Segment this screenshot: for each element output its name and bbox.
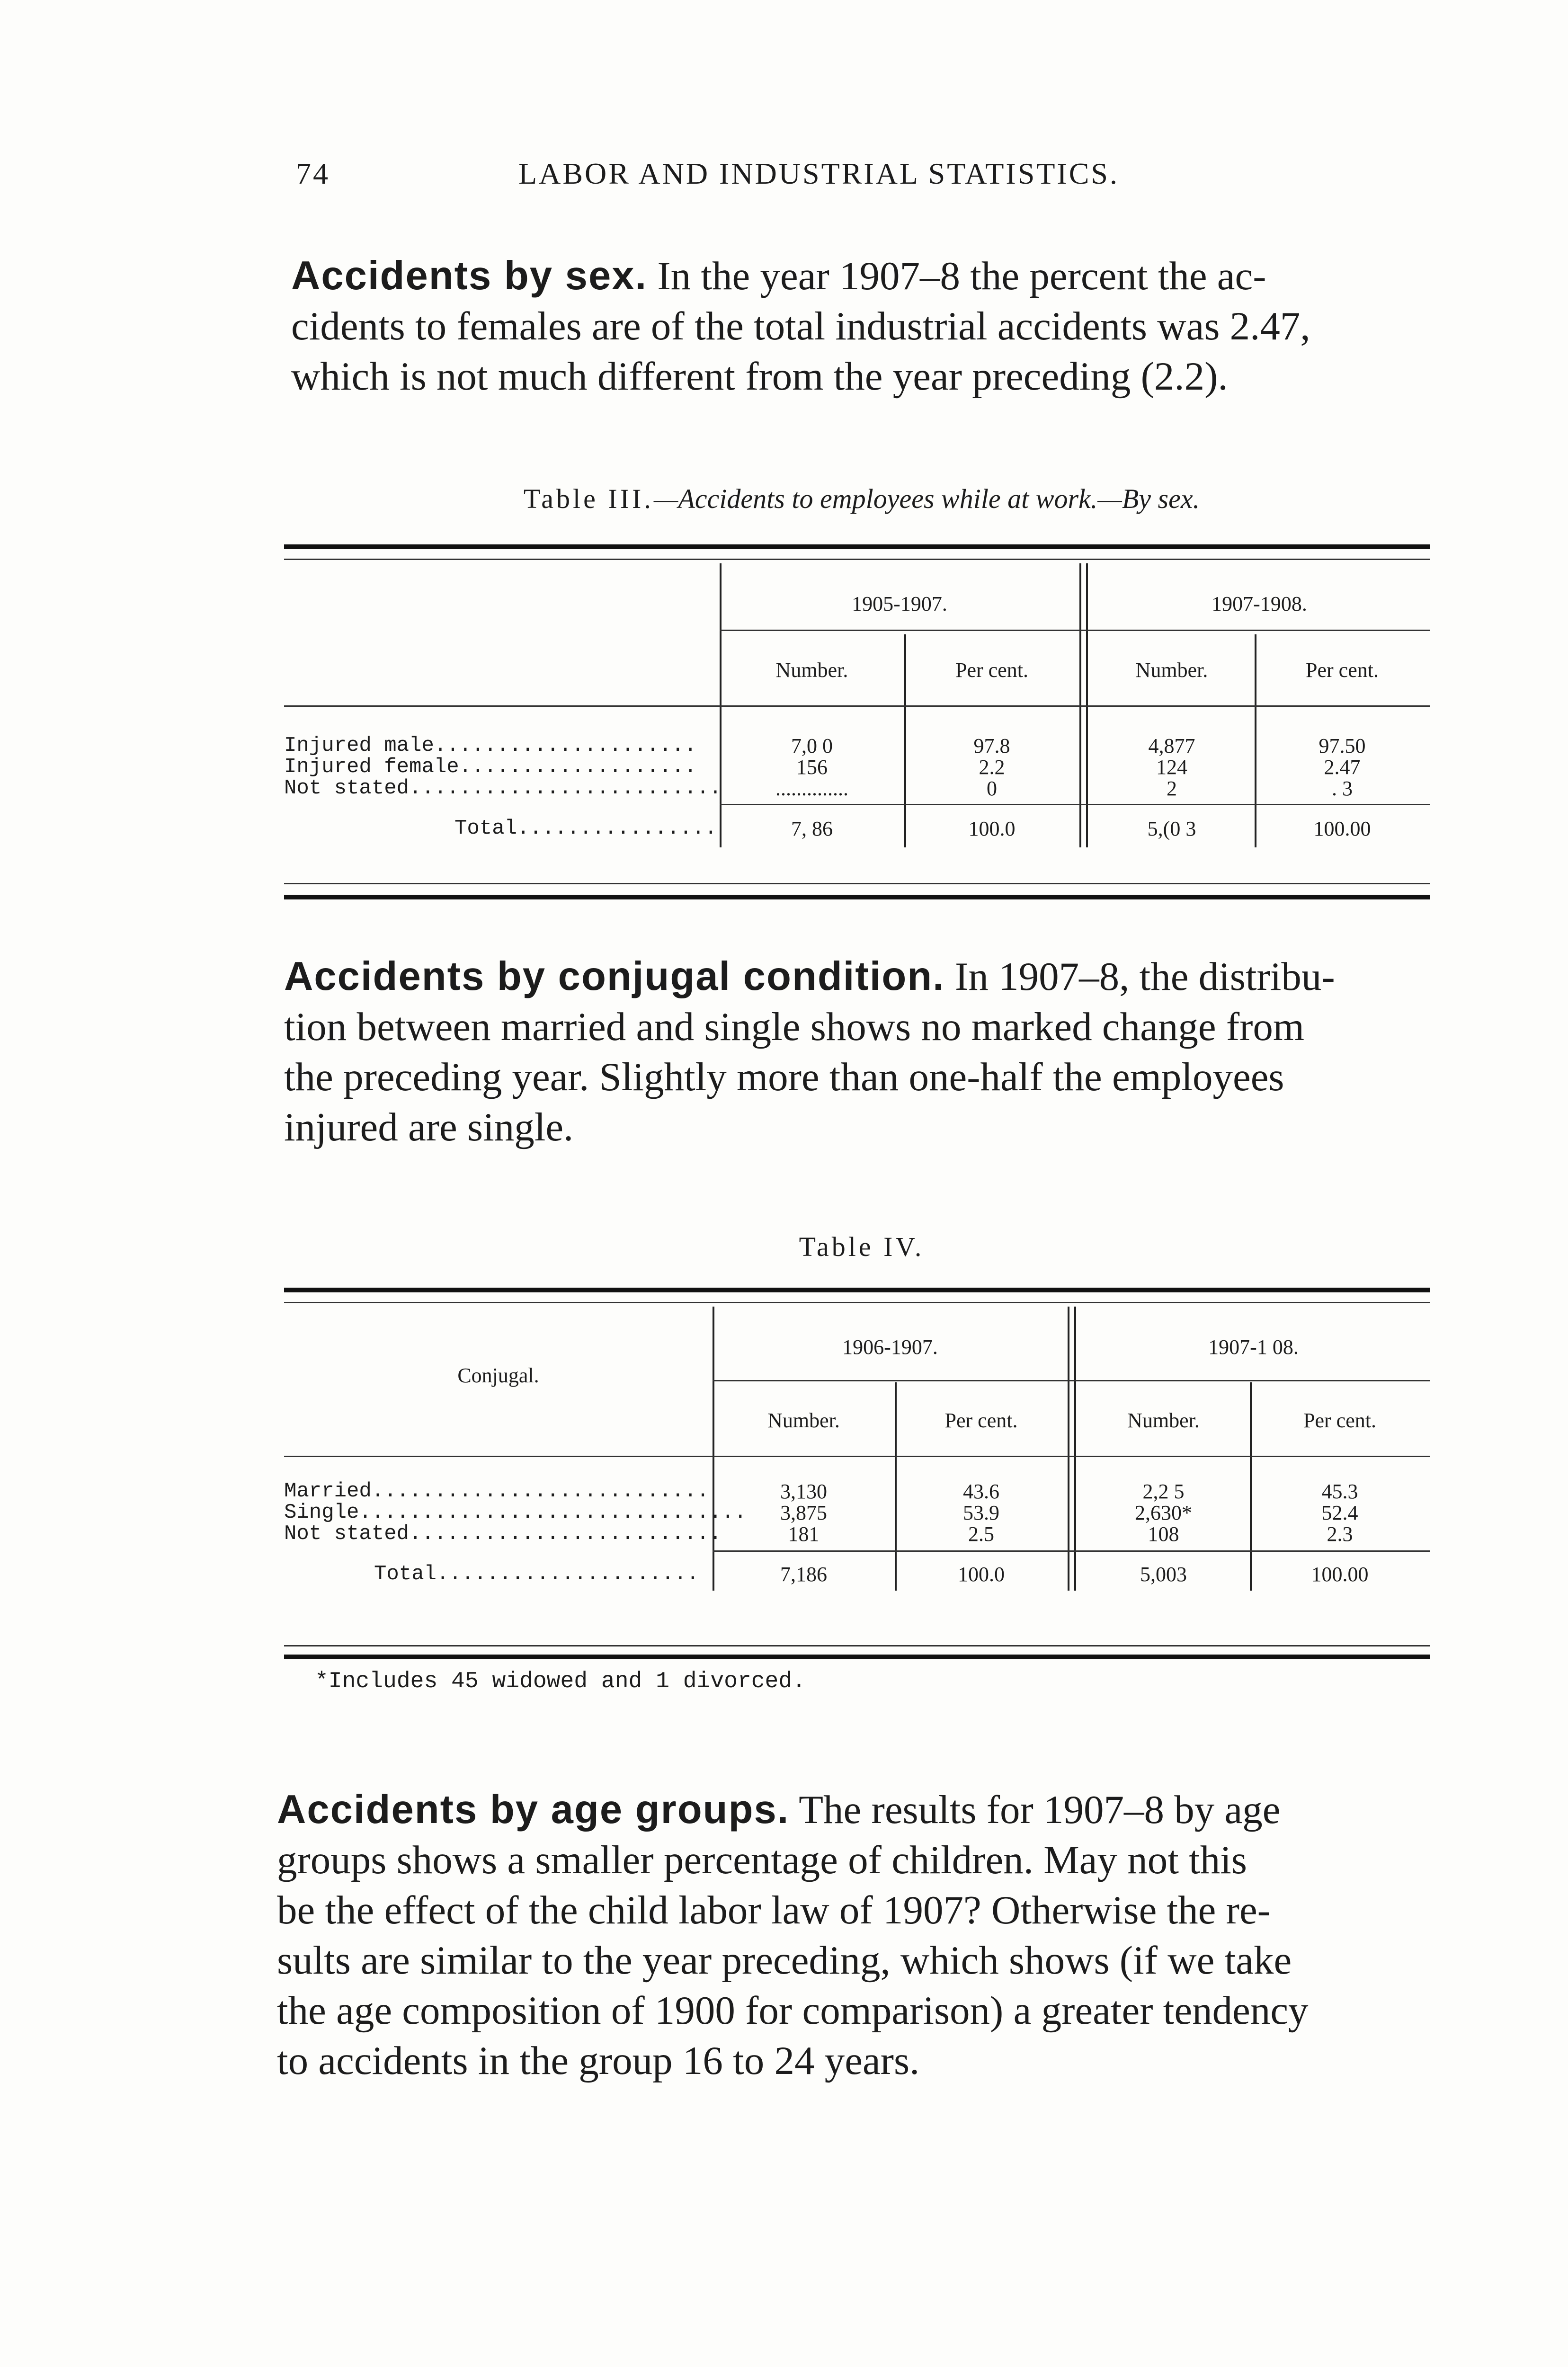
page-number: 74 [296, 157, 330, 190]
column-header: Per cent. [1303, 1409, 1376, 1432]
period-header: 1906-1907. [842, 1335, 938, 1359]
table-rule [284, 895, 1430, 899]
table-cell: 3,875 [780, 1501, 827, 1524]
table-rule [713, 1380, 1430, 1381]
paragraph-line: be the effect of the child labor law of 1907? Otherwise the re- [277, 1888, 1271, 1932]
table-cell: 97.50 [1319, 734, 1366, 757]
heading-accidents-by-conjugal-condition: Accidents by conjugal condition. [284, 954, 945, 999]
table-cell: 156 [796, 756, 828, 779]
table-cell: 0 [987, 777, 997, 800]
period-header: 1907-1 08. [1208, 1335, 1299, 1359]
table-cell: 97.8 [973, 734, 1010, 757]
paragraph-line: injured are single. [284, 1105, 574, 1149]
table-rule [720, 804, 1430, 805]
table-rule [284, 559, 1430, 560]
table-4-footnote: *Includes 45 widowed and 1 divorced. [315, 1669, 806, 1694]
table-cell: 7,186 [780, 1563, 827, 1586]
row-label: Not stated......................... [284, 1522, 722, 1546]
period-header: 1905-1907. [852, 592, 947, 615]
table-cell: 4,877 [1148, 734, 1195, 757]
table-cell: 7,0 0 [791, 734, 833, 757]
table-cell: 2.5 [968, 1522, 994, 1546]
paragraph-age [277, 1785, 1451, 2086]
column-header: Number. [1127, 1409, 1200, 1432]
column-divider [1074, 1307, 1076, 1591]
table-rule [284, 544, 1430, 549]
table-rule [284, 1302, 1430, 1303]
paragraph-conjugal [284, 952, 1449, 1152]
total-label: Total..................... [374, 1562, 699, 1586]
table-cell: 100.0 [958, 1563, 1005, 1586]
table-cell: 45.3 [1321, 1480, 1358, 1503]
table-rule [284, 1456, 1430, 1457]
table-4 [284, 1288, 1430, 1666]
table-cell: 2.2 [979, 756, 1005, 779]
paragraph-line: groups shows a smaller percentage of children. May not this [277, 1838, 1247, 1882]
period-header: 1907-1908. [1212, 592, 1307, 615]
row-label: Married........................... [284, 1479, 709, 1503]
table-cell: 2,630* [1135, 1501, 1192, 1524]
heading-accidents-by-age-groups: Accidents by age groups. [277, 1787, 790, 1832]
paragraph-line: In the year 1907–8 the percent the ac- [647, 254, 1266, 298]
table-cell: 5,003 [1140, 1563, 1187, 1586]
column-header: Number. [767, 1409, 840, 1432]
table-cell: 100.00 [1311, 1563, 1369, 1586]
table-cell: . 3 [1332, 777, 1353, 800]
table-cell: 53.9 [963, 1501, 999, 1524]
table-cell: 108 [1148, 1522, 1179, 1546]
row-label: Injured female................... [284, 755, 697, 779]
table-3-label: Table III. [523, 483, 654, 514]
table-cell: .............. [775, 777, 848, 800]
table-rule [284, 705, 1430, 707]
paragraph-line: the age composition of 1900 for comparison) a greater tendency [277, 1988, 1309, 2033]
paragraph-line: The results for 1907–8 by age [789, 1788, 1281, 1832]
column-header: Per cent. [944, 1409, 1018, 1432]
table-4-caption [284, 1231, 1439, 1263]
table-4-label: Table IV. [799, 1231, 925, 1262]
column-header: Number. [775, 658, 848, 682]
table-rule [284, 883, 1430, 884]
table-3-caption [284, 483, 1439, 515]
row-label: Not stated......................... [284, 776, 722, 800]
table-cell: 5,(0 3 [1147, 817, 1196, 840]
paragraph-line: to accidents in the group 16 to 24 years. [277, 2038, 920, 2083]
row-label: Injured male..................... [284, 734, 697, 757]
table-rule [284, 1645, 1430, 1646]
total-label: Total................ [454, 817, 717, 840]
table-rule [284, 1655, 1430, 1659]
running-title: LABOR AND INDUSTRIAL STATISTICS. [518, 157, 1119, 190]
column-header: Number. [1135, 658, 1208, 682]
paragraph-line: tion between married and single shows no marked change from [284, 1005, 1305, 1049]
table-cell: 2.47 [1324, 756, 1361, 779]
paragraph-line: In 1907–8, the distribu- [944, 954, 1335, 999]
table-rule [284, 1288, 1430, 1292]
column-header: Per cent. [1306, 658, 1379, 682]
table-rule [713, 1550, 1430, 1552]
paragraph-line: the preceding year. Slightly more than one-half the employees [284, 1055, 1284, 1099]
table-cell: 2,2 5 [1142, 1480, 1185, 1503]
table-cell: 3,130 [780, 1480, 827, 1503]
column-header: Per cent. [955, 658, 1028, 682]
table-cell: 7, 86 [791, 817, 833, 840]
table-cell: 2 [1167, 777, 1177, 800]
table-3-title: —Accidents to employees while at work.—By sex. [653, 483, 1200, 514]
heading-accidents-by-sex: Accidents by sex. [291, 253, 648, 298]
table-cell: 43.6 [963, 1480, 999, 1503]
table-cell: 100.00 [1313, 817, 1371, 840]
paragraph-line: cidents to females are of the total industrial accidents was 2.47, [291, 304, 1310, 348]
table-cell: 181 [788, 1522, 820, 1546]
stub-header: Conjugal. [457, 1364, 539, 1387]
row-label: Single............................... [284, 1501, 747, 1524]
paragraph-line: which is not much different from the year preceding (2.2). [291, 354, 1228, 399]
table-cell: 2.3 [1327, 1522, 1353, 1546]
paragraph-line: sults are similar to the year preceding, which shows (if we take [277, 1938, 1292, 1983]
table-3 [284, 544, 1430, 904]
column-divider [1068, 1307, 1069, 1591]
table-cell: 52.4 [1321, 1501, 1358, 1524]
table-cell: 124 [1156, 756, 1187, 779]
paragraph-sex [291, 251, 1446, 401]
table-rule [720, 630, 1430, 631]
table-cell: 100.0 [968, 817, 1016, 840]
